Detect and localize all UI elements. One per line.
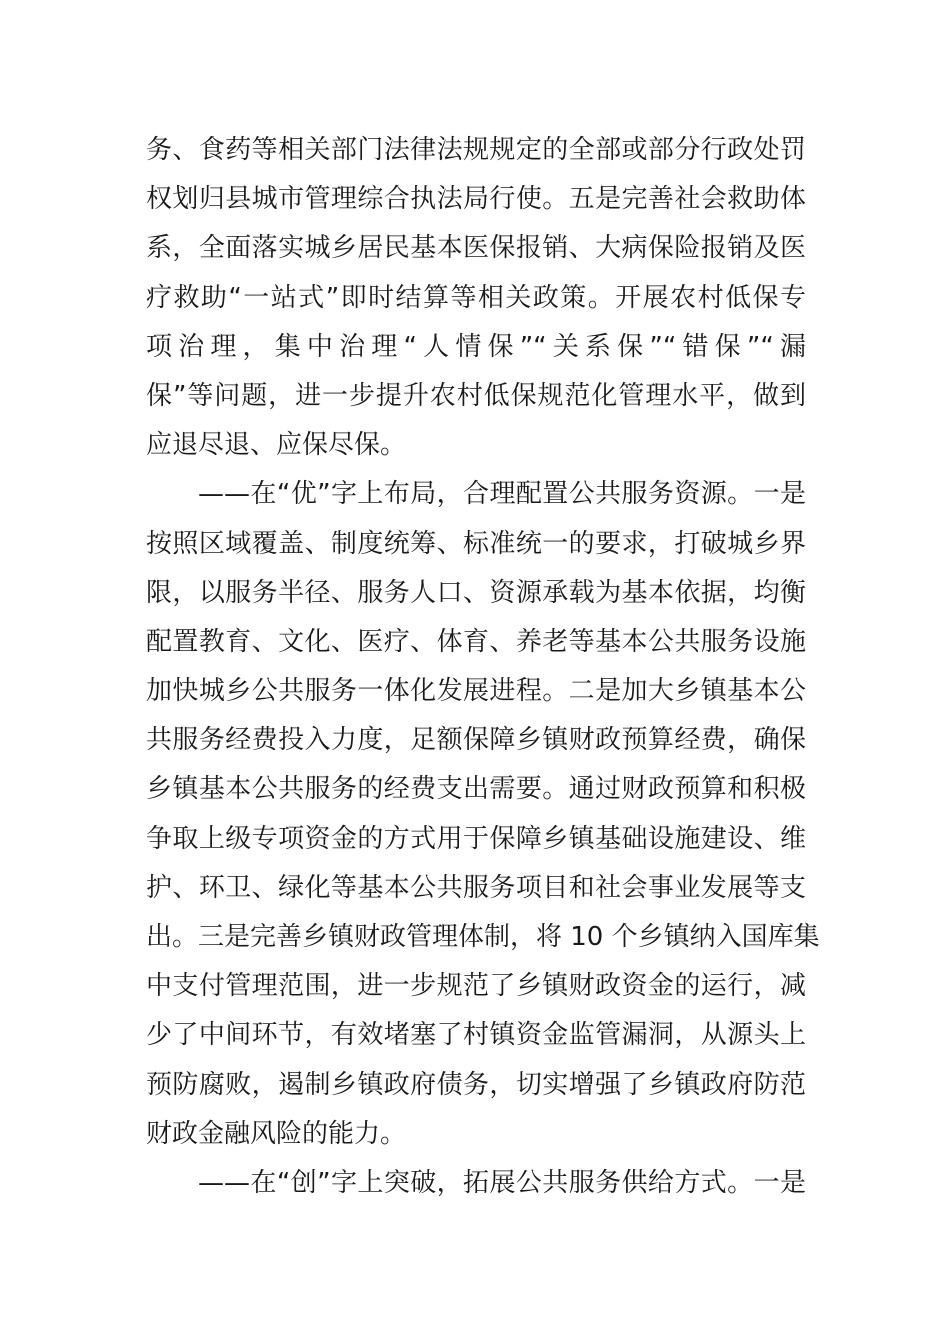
- text-line: 疗救助“一站式”即时结算等相关政策。开展农村低保专: [146, 282, 806, 313]
- text-line: 争取上级专项资金的方式用于保障乡镇基础设施建设、维: [146, 823, 806, 854]
- text-line: 项治理，集中治理“人情保”“关系保”“错保”“漏: [146, 331, 806, 362]
- text-line: 财政金融风险的能力。: [146, 1118, 407, 1149]
- text-line: 护、环卫、绿化等基本公共服务项目和社会事业发展等支: [146, 872, 806, 903]
- text-line: 应退尽退、应保尽保。: [146, 430, 407, 461]
- text-line: 保”等问题，进一步提升农村低保规范化管理水平，做到: [146, 380, 806, 411]
- text-line: 加快城乡公共服务一体化发展进程。二是加大乡镇基本公: [146, 676, 806, 707]
- text-line: 系，全面落实城乡居民基本医保报销、大病保险报销及医: [146, 233, 806, 264]
- text-line: 按照区域覆盖、制度统筹、标准统一的要求，打破城乡界: [146, 528, 806, 559]
- text-line: 乡镇基本公共服务的经费支出需要。通过财政预算和积极: [146, 774, 806, 805]
- text-line: 权划归县城市管理综合执法局行使。五是完善社会救助体: [146, 184, 806, 215]
- text-line: 中支付管理范围，进一步规范了乡镇财政资金的运行，减: [146, 971, 806, 1002]
- body-text: [146, 126, 820, 1208]
- text-line: 务、食药等相关部门法律法规规定的全部或部分行政处罚: [146, 135, 806, 165]
- text-line: 少了中间环节，有效堵塞了村镇资金监管漏洞，从源头上: [146, 1020, 806, 1051]
- text-line: ——在“优”字上布局，合理配置公共服务资源。一是: [198, 479, 806, 510]
- text-line: 预防腐败，遏制乡镇政府债务，切实增强了乡镇政府防范: [146, 1069, 806, 1100]
- text-line: ——在“创”字上突破，拓展公共服务供给方式。一是: [198, 1167, 806, 1198]
- text-line: 共服务经费投入力度，足额保障乡镇财政预算经费，确保: [146, 725, 806, 756]
- text-line: 限，以服务半径、服务人口、资源承载为基本依据，均衡: [146, 577, 806, 608]
- text-line: 出。三是完善乡镇财政管理体制，将 10 个乡镇纳入国库集: [146, 922, 820, 952]
- text-line: 配置教育、文化、医疗、体育、养老等基本公共服务设施: [146, 626, 806, 657]
